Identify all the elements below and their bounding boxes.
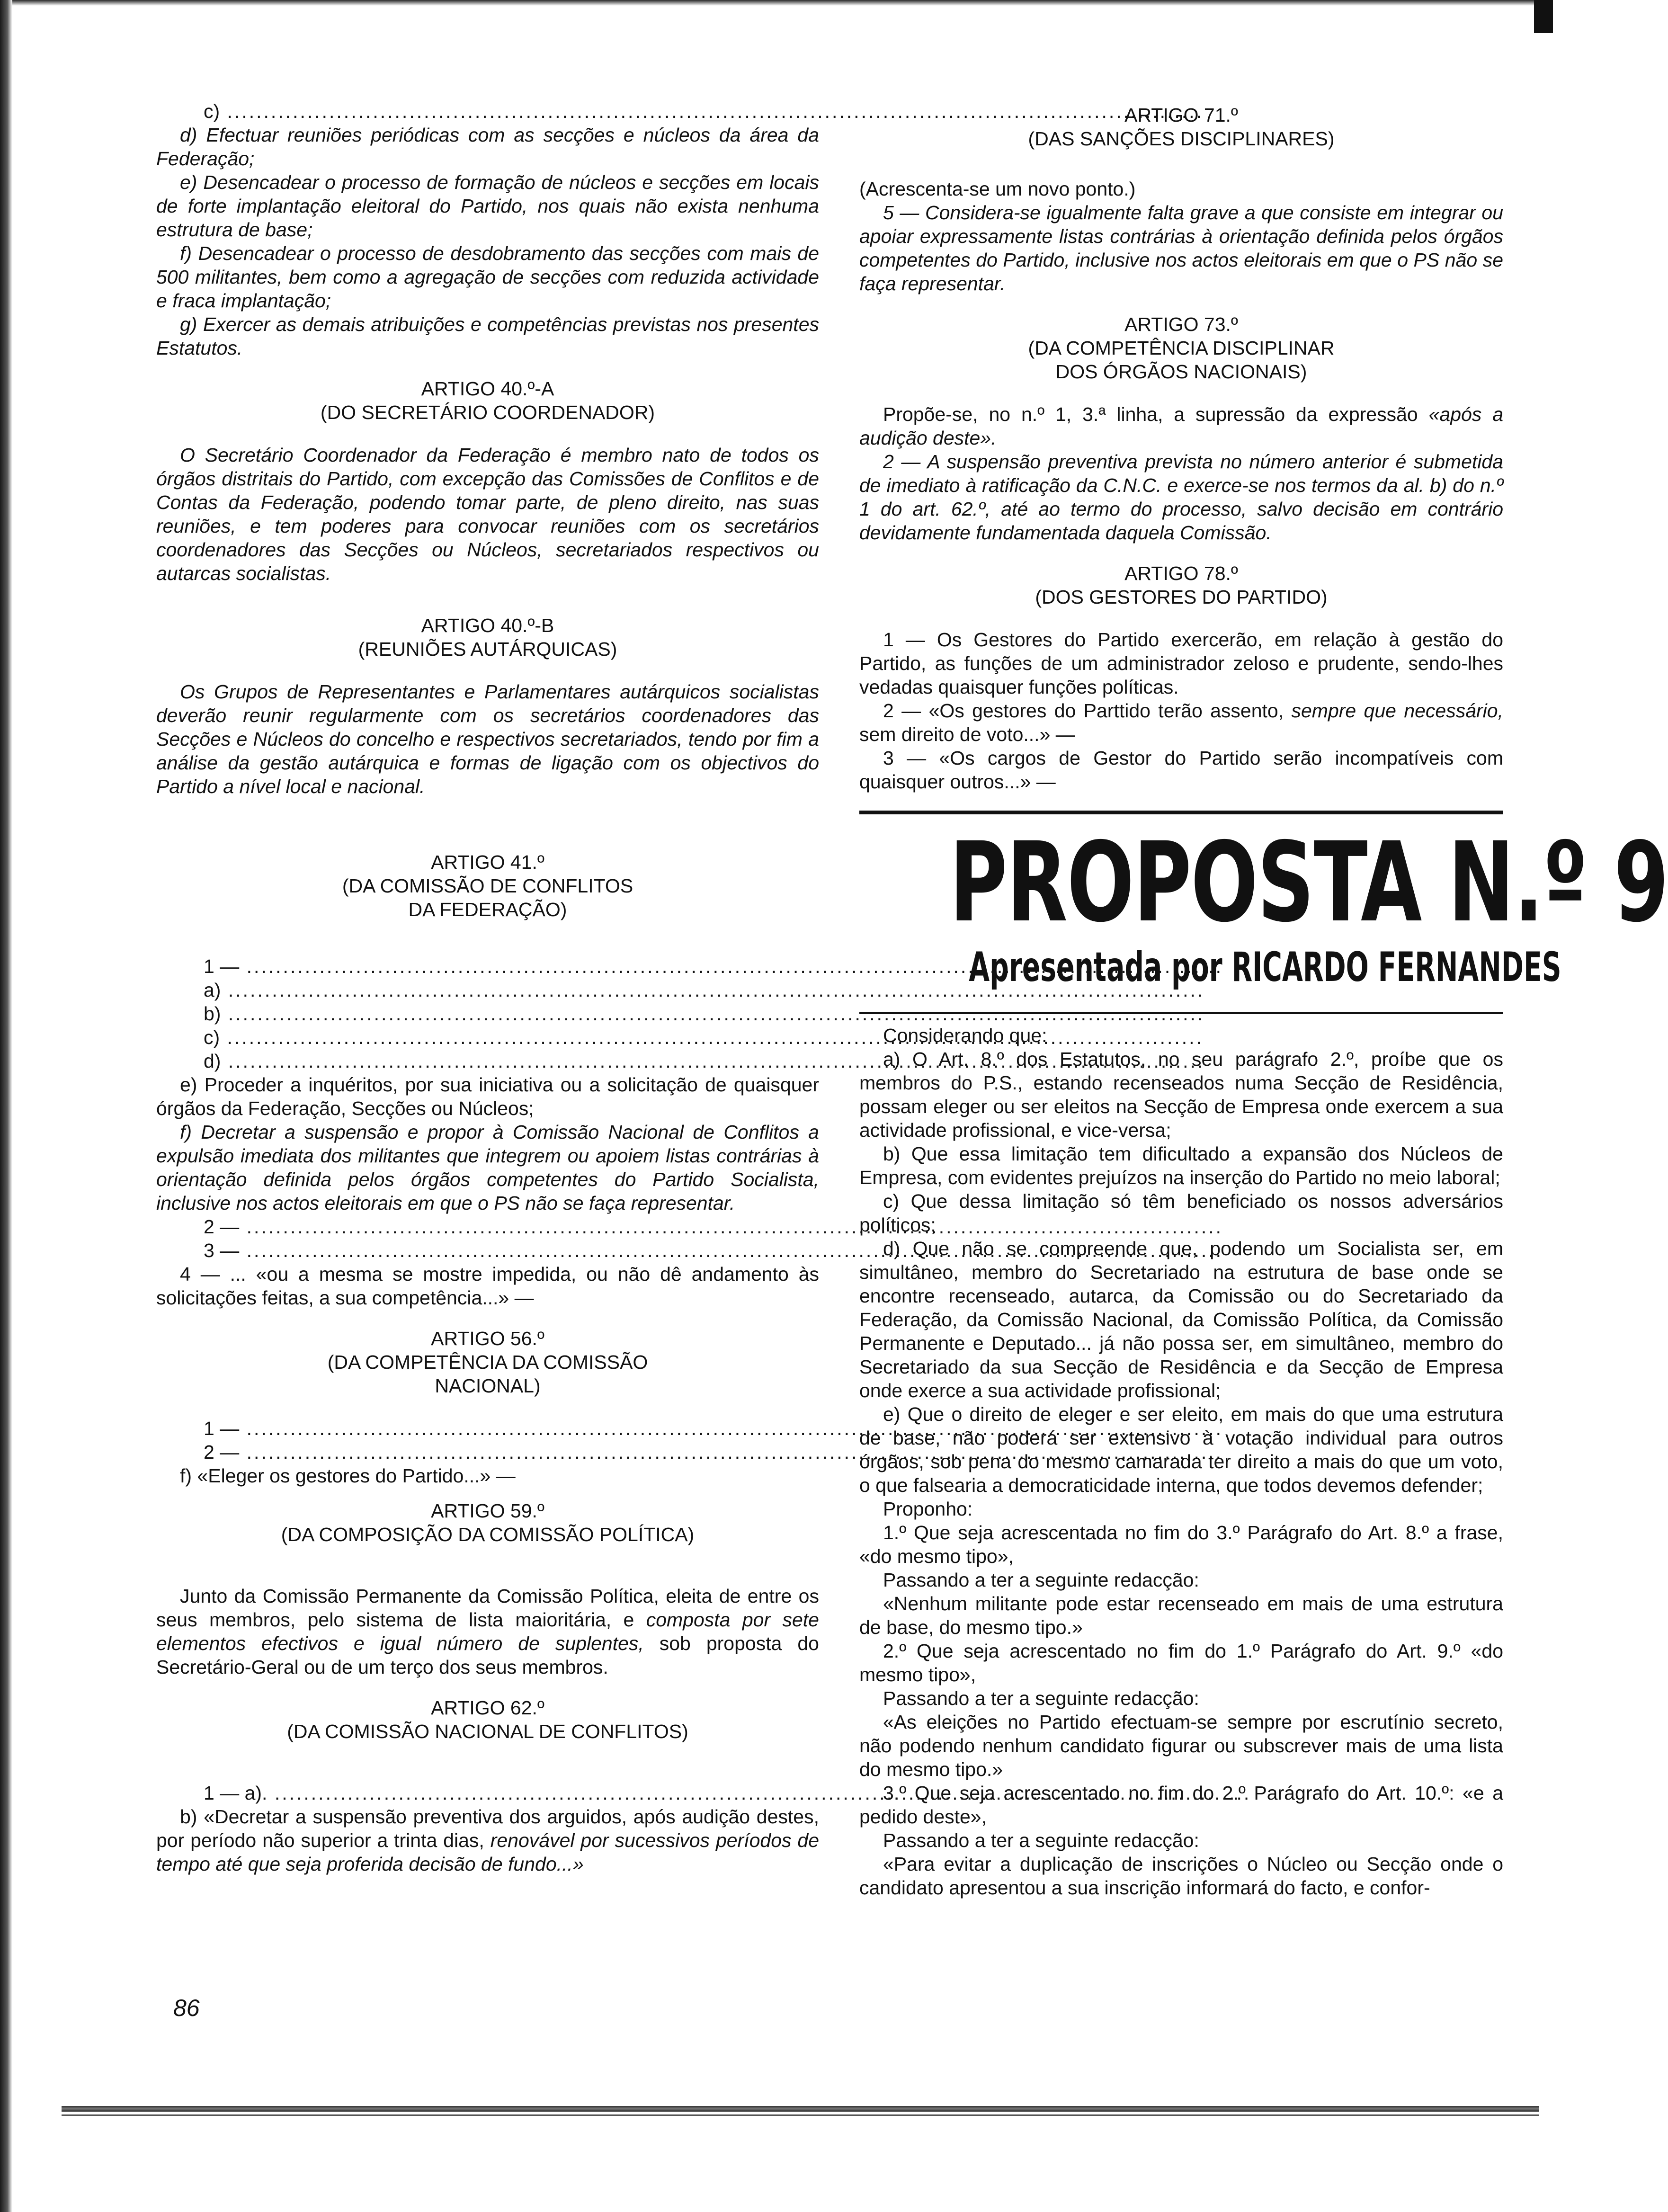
art59-heading <box>156 1499 819 1546</box>
art73-subtitle-2: DOS ÓRGÃOS NACIONAIS) <box>1055 361 1307 383</box>
art41-heading <box>156 850 819 921</box>
art41-d: d) ..... <box>156 1049 819 1073</box>
art40a-subtitle: (DO SECRETÁRIO COORDENADOR) <box>320 401 655 423</box>
art73-subtitle-1: (DA COMPETÊNCIA DISCIPLINAR <box>1028 337 1335 359</box>
art78-n3: 3 — «Os cargos de Gestor do Partido serão incompatíveis com quaisquer outros...» — <box>859 747 1503 793</box>
art59-text: Junto da Comissão Permanente da Comissão Política, eleita de entre os seus membros, pelo sistema de lista maioritária, e composta por sete elementos efectivos e igual número de suplentes, sob proposta do Secretário-Geral ou de um terço dos seus membros. <box>156 1585 819 1678</box>
proposal-1-text: «Nenhum militante pode estar recenseado em mais de uma estrutura de base, do mesmo tipo.» <box>859 1593 1503 1638</box>
right-column <box>859 99 1668 1900</box>
art40-item-e: e) Desencadear o processo de formação de núcleos e secções em locais de forte implantação eleitoral do Partido, nos quais não exista nenhuma estrutura de base; <box>156 171 819 241</box>
art78-heading <box>859 562 1503 609</box>
art41-e: e) Proceder a inquéritos, por sua iniciativa ou a solicitação de quaisquer órgãos da Federação, Secções ou Núcleos; <box>156 1074 819 1119</box>
art40a-title: ARTIGO 40.º-A <box>421 378 554 400</box>
art41-a: a) ..... <box>156 978 819 1002</box>
art71-n5: 5 — Considera-se igualmente falta grave a que consiste em integrar ou apoiar expressamente listas contrárias à orientação definida pelos órgãos competentes do Partido, inclusive nos actos eleitorais em que o PS não se faça representar. <box>859 202 1503 294</box>
art56-subtitle-1: (DA COMPETÊNCIA DA COMISSÃO <box>327 1351 648 1373</box>
art41-f: f) Decretar a suspensão e propor à Comissão Nacional de Conflitos a expulsão imediata dos militantes que integrem ou apoiem listas contrárias à orientação definida pelos órgãos competentes do Partido Socialista, inclusive nos actos eleitorais em que o PS não se faça representar. <box>156 1121 819 1214</box>
art56-subtitle-2: NACIONAL) <box>435 1375 541 1397</box>
art62-heading <box>156 1696 819 1743</box>
art73-p1: Propõe-se, no n.º 1, 3.ª linha, a supressão da expressão «após a audição deste». <box>859 403 1503 449</box>
art56-n2: 2 — ..... <box>156 1440 819 1464</box>
proposal-3-text: «Para evitar a duplicação de inscrições o Núcleo ou Secção onde o candidato apresentou a sua inscrição informará do facto, e confor- <box>859 1853 1503 1899</box>
considerando-intro: Considerando que: <box>883 1025 1047 1046</box>
scan-top-edge <box>0 0 1553 6</box>
scan-bottom-line <box>62 2114 1539 2116</box>
considerando-d: d) Que não se compreende que, podendo um Socialista ser, em simultâneo, membro do Secretariado na estrutura de base onde se encontre recenseado, autarca, da Comissão ou do Secretariado da Federação, da Comissão Nacional, da Comissão Política, da Comissão Permanente e Deputado... já não possa ser, em simultâneo, membro do Secretariado da sua Secção de Residência e da Secção de Empresa onde exerce a sua actividade profissional; <box>859 1238 1503 1401</box>
art56-title: ARTIGO 56.º <box>431 1328 544 1349</box>
proposal-2-passando: Passando a ter a seguinte redacção: <box>883 1687 1199 1709</box>
art78-title: ARTIGO 78.º <box>1124 562 1238 584</box>
proposta-top-rule <box>859 811 1503 814</box>
art62-b: b) «Decretar a suspensão preventiva dos arguidos, após audição destes, por período não superior a trinta dias, renovável por sucessivos períodos de tempo até que seja proferida decisão de fundo...» <box>156 1806 820 1875</box>
art62-title: ARTIGO 62.º <box>431 1697 544 1719</box>
art41-n1: 1 — ..... <box>156 954 819 978</box>
proposal-3: 3.º Que seja acrescentado no fim do 2.º Parágrafo do Art. 10.º: «e a pedido deste», <box>859 1782 1503 1828</box>
art78-n2: 2 — «Os gestores do Parttido terão assento, sempre que necessário, sem direito de voto...» — <box>859 700 1503 745</box>
proposal-3-passando: Passando a ter a seguinte redacção: <box>883 1829 1199 1851</box>
art41-n3: 3 — ..... <box>156 1239 819 1262</box>
art73-n2: 2 — A suspensão preventiva prevista no número anterior é submetida de imediato à ratificação da C.N.C. e exerce-se nos termos da al. b) do n.º 1 do art. 62.º, até ao termo do processo, salvo decisão em contrário devidamente fundamentada daquela Comissão. <box>859 451 1503 544</box>
art71-heading <box>859 103 1503 151</box>
proposta-title: PROPOSTA N.º 9 <box>949 819 1668 946</box>
art40-item-d: d) Efectuar reuniões periódicas com as secções e núcleos da área da Federação; <box>156 124 819 169</box>
considerando-a: a) O Art. 8.º dos Estatutos, no seu parágrafo 2.º, proíbe que os membros do P.S., estando recenseados numa Secção de Residência, possam eleger ou ser eleitos na Secção de Empresa onde exercem a sua actividade profissional, e vice-versa; <box>859 1048 1503 1141</box>
page-number: 86 <box>173 1995 200 2021</box>
art40-item-f: f) Desencadear o processo de desdobramento das secções com mais de 500 militantes, bem como a agregação de secções com reduzida actividade e fraca implantação; <box>156 242 819 312</box>
art40b-text: Os Grupos de Representantes e Parlamentares autárquicos socialistas deverão reunir regularmente com os secretários coordenadores das Secções e Núcleos do concelho e respectivos secretariados, tendo por fim a análise da gestão autárquica e formas de ligação com os objectivos do Partido a nível local e nacional. <box>156 681 819 797</box>
art59-subtitle: (DA COMPOSIÇÃO DA COMISSÃO POLÍTICA) <box>281 1524 695 1545</box>
considerando-c: c) Que dessa limitação só têm beneficiado os nossos adversários políticos; <box>859 1190 1503 1236</box>
art56-f: f) «Eleger os gestores do Partido...» — <box>180 1465 516 1487</box>
scan-bottom-edge <box>62 2106 1539 2112</box>
art40a-text: O Secretário Coordenador da Federação é membro nato de todos os órgãos distritais do Partido, com excepção das Comissões de Conflitos e de Contas da Federação, podendo tomar parte, de pleno direito, nas suas reuniões, e tem poderes para convocar reuniões com os secretários coordenadores das Secções ou Núcleos, secretariados respectivos ou autarcas socialistas. <box>156 444 819 584</box>
art40b-heading <box>156 614 819 661</box>
art41-c: c) ..... <box>156 1026 819 1049</box>
art41-b: b) ..... <box>156 1002 819 1026</box>
considerando-e: e) Que o direito de eleger e ser eleito, em mais do que uma estrutura de base, não poderá ser extensivo à votação individual para outros órgãos, sob pena do mesmo camarada ter direito a mais do que um voto, o que falsearia a democraticidade interna, que todos devemos defender; <box>859 1403 1503 1496</box>
art40b-title: ARTIGO 40.º-B <box>421 615 554 636</box>
art62-n1a: 1 — a). ..... <box>156 1781 819 1805</box>
left-column <box>156 99 819 1876</box>
proposal-2: 2.º Que seja acrescentado no fim do 1.º Parágrafo do Art. 9.º «do mesmo tipo», <box>859 1640 1503 1686</box>
art56-heading <box>156 1327 819 1398</box>
art62-subtitle: (DA COMISSÃO NACIONAL DE CONFLITOS) <box>287 1721 688 1742</box>
art73-heading <box>859 312 1503 384</box>
art41-n2: 2 — ..... <box>156 1215 819 1239</box>
art40a-heading <box>156 377 819 424</box>
scan-corner-mark <box>1534 0 1553 33</box>
art41-subtitle-2: DA FEDERAÇÃO) <box>408 899 567 920</box>
art41-title: ARTIGO 41.º <box>431 851 544 873</box>
art71-intro: (Acrescenta-se um novo ponto.) <box>859 178 1136 200</box>
art73-title: ARTIGO 73.º <box>1124 313 1238 335</box>
art78-n1: 1 — Os Gestores do Partido exercerão, em relação à gestão do Partido, as funções de um administrador zeloso e prudente, sendo-lhes vedadas quaisquer funções políticas. <box>859 629 1503 698</box>
art40b-subtitle: (REUNIÕES AUTÁRQUICAS) <box>358 638 617 660</box>
scan-left-edge <box>0 0 12 2212</box>
art40-item-g: g) Exercer as demais atribuições e competências previstas nos presentes Estatutos. <box>156 313 819 359</box>
proposal-2-text: «As eleições no Partido efectuam-se sempre por escrutínio secreto, não podendo nenhum candidato figurar ou subscrever mais de uma lista do mesmo tipo.» <box>859 1711 1503 1780</box>
proposta-subtitle: Apresentada por RICARDO FERNANDES <box>969 944 1561 991</box>
proposal-1: 1.º Que seja acrescentada no fim do 3.º Parágrafo do Art. 8.º a frase, «do mesmo tipo», <box>859 1522 1503 1567</box>
art56-n1: 1 — ..... <box>156 1417 819 1440</box>
art78-subtitle: (DOS GESTORES DO PARTIDO) <box>1035 586 1328 608</box>
art40-item-c: c) ..... <box>156 99 819 123</box>
art71-subtitle: (DAS SANÇÕES DISCIPLINARES) <box>1028 128 1335 150</box>
art59-title: ARTIGO 59.º <box>431 1500 544 1522</box>
art71-title: ARTIGO 71.º <box>1124 104 1238 126</box>
considerando-b: b) Que essa limitação tem dificultado a expansão dos Núcleos de Empresa, com evidentes prejuízos na inserção do Partido no meio laboral; <box>859 1143 1503 1188</box>
proponho: Proponho: <box>883 1498 973 1520</box>
art41-n4: 4 — ... «ou a mesma se mostre impedida, ou não dê andamento às solicitações feitas, a sua competência...» — <box>156 1263 819 1309</box>
proposal-1-passando: Passando a ter a seguinte redacção: <box>883 1569 1199 1591</box>
art41-subtitle-1: (DA COMISSÃO DE CONFLITOS <box>342 875 633 897</box>
